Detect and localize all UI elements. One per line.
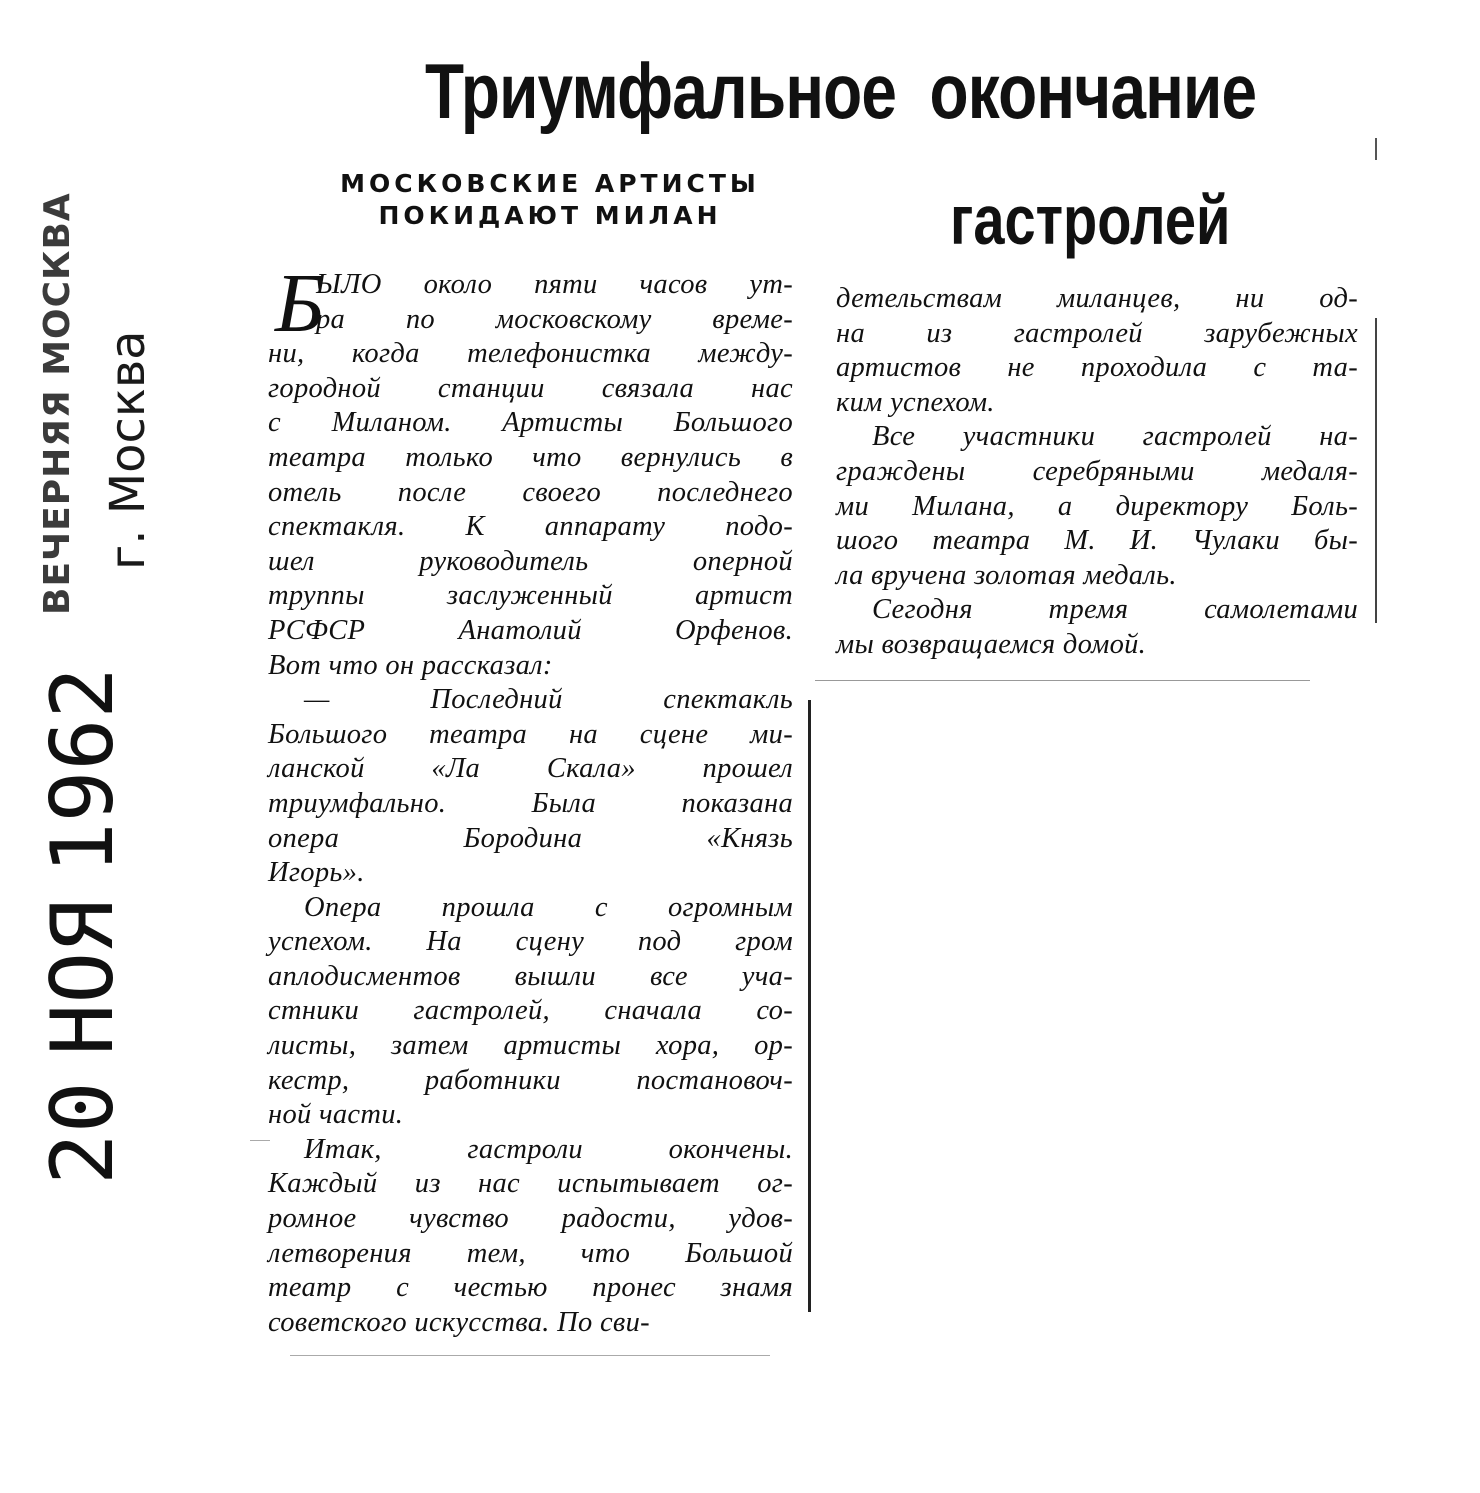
article-line: ной части. xyxy=(268,1099,404,1131)
article-line: театр с честью пронес знамя xyxy=(268,1272,793,1304)
article-line: спектакля. К аппарату подо- xyxy=(268,511,793,543)
article-line: советского искусства. По сви- xyxy=(268,1306,650,1338)
article-line: Опера прошла с огромным xyxy=(304,891,793,923)
article-line: летворения тем, что Большой xyxy=(268,1237,793,1269)
article-line: РСФСР Анатолий Орфенов. xyxy=(268,614,793,646)
article-line: шел руководитель оперной xyxy=(268,545,793,577)
article-line: стники гастролей, сначала со- xyxy=(268,995,793,1027)
article-line: на из гастролей зарубежных xyxy=(836,317,1358,349)
clipping-edge xyxy=(290,1355,770,1356)
headline-line-1: Триумфальное окончание xyxy=(425,47,1257,135)
article-line: Игорь». xyxy=(268,857,365,889)
date-stamp xyxy=(33,666,140,1185)
article-line: артистов не проходила с та- xyxy=(836,352,1358,384)
article-line: ким успехом. xyxy=(836,386,995,418)
article-line: ми Милана, а директору Боль- xyxy=(836,490,1358,522)
article-line: Все участники гастролей на- xyxy=(872,421,1358,453)
article-left-column xyxy=(268,268,793,1340)
article-line: ланской «Ла Скала» прошел xyxy=(268,753,793,785)
article-line: с Миланом. Артисты Большого xyxy=(268,407,793,439)
article-line: театра только что вернулись в xyxy=(268,441,793,473)
stamp-newspaper-name: ВЕЧЕРНЯЯ МОСКВА xyxy=(37,192,78,615)
article-line: Вот что он рассказал: xyxy=(268,649,553,681)
column-divider xyxy=(808,700,811,1312)
article-line: шого театра М. И. Чулаки бы- xyxy=(836,525,1358,557)
newspaper-stamp xyxy=(37,192,160,615)
subheadline xyxy=(300,168,800,232)
date-stamp-year: 1962 xyxy=(33,666,133,875)
clipping-edge xyxy=(1375,318,1377,623)
stamp-city: г. Москва xyxy=(100,330,156,570)
subheadline-line-2: ПОКИДАЮТ МИЛАН xyxy=(378,201,722,230)
article-line: кестр, работники постановоч- xyxy=(268,1064,793,1096)
clipping-edge xyxy=(250,1140,270,1141)
article-line: ни, когда телефонистка между- xyxy=(268,338,793,370)
drop-cap: Б xyxy=(275,257,325,350)
article-line: мы возвращаемся домой. xyxy=(836,628,1147,660)
clipping-edge xyxy=(1375,138,1377,160)
article-line: Большого театра на сцене ми- xyxy=(268,718,793,750)
article-right-column xyxy=(836,282,1358,663)
article-line: детельствам миланцев, ни од- xyxy=(836,283,1358,314)
article-line: ла вручена золотая медаль. xyxy=(836,559,1177,591)
article-line: Каждый из нас испытывает ог- xyxy=(268,1168,793,1200)
article-line: ЫЛО около пяти часов ут- xyxy=(316,269,793,300)
headline-line-2: гастролей xyxy=(950,181,1231,259)
article-line: Сегодня тремя самолетами xyxy=(872,594,1358,626)
article-line: отель после своего последнего xyxy=(268,476,793,508)
article-line: аплодисментов вышли все уча- xyxy=(268,960,793,992)
article-line: городной станции связала нас xyxy=(268,372,793,404)
article-line: труппы заслуженный артист xyxy=(268,580,793,612)
date-stamp-month: НОЯ xyxy=(33,900,133,1056)
date-stamp-day: 20 xyxy=(33,1081,133,1185)
article-line: триумфально. Была показана xyxy=(268,787,793,819)
clipping-edge xyxy=(815,680,1310,681)
article-line: — Последний спектакль xyxy=(304,684,793,716)
article-line: ромное чувство радости, удов- xyxy=(268,1203,793,1235)
article-line: опера Бородина «Князь xyxy=(268,822,793,854)
article-line: успехом. На сцену под гром xyxy=(268,926,793,958)
article-line: листы, затем артисты хора, ор- xyxy=(268,1030,793,1062)
subheadline-line-1: МОСКОВСКИЕ АРТИСТЫ xyxy=(340,169,760,198)
article-line: ра по московскому време- xyxy=(316,303,793,335)
article-line: Итак, гастроли окончены. xyxy=(304,1133,793,1165)
article-line: граждены серебряными медаля- xyxy=(836,455,1358,487)
